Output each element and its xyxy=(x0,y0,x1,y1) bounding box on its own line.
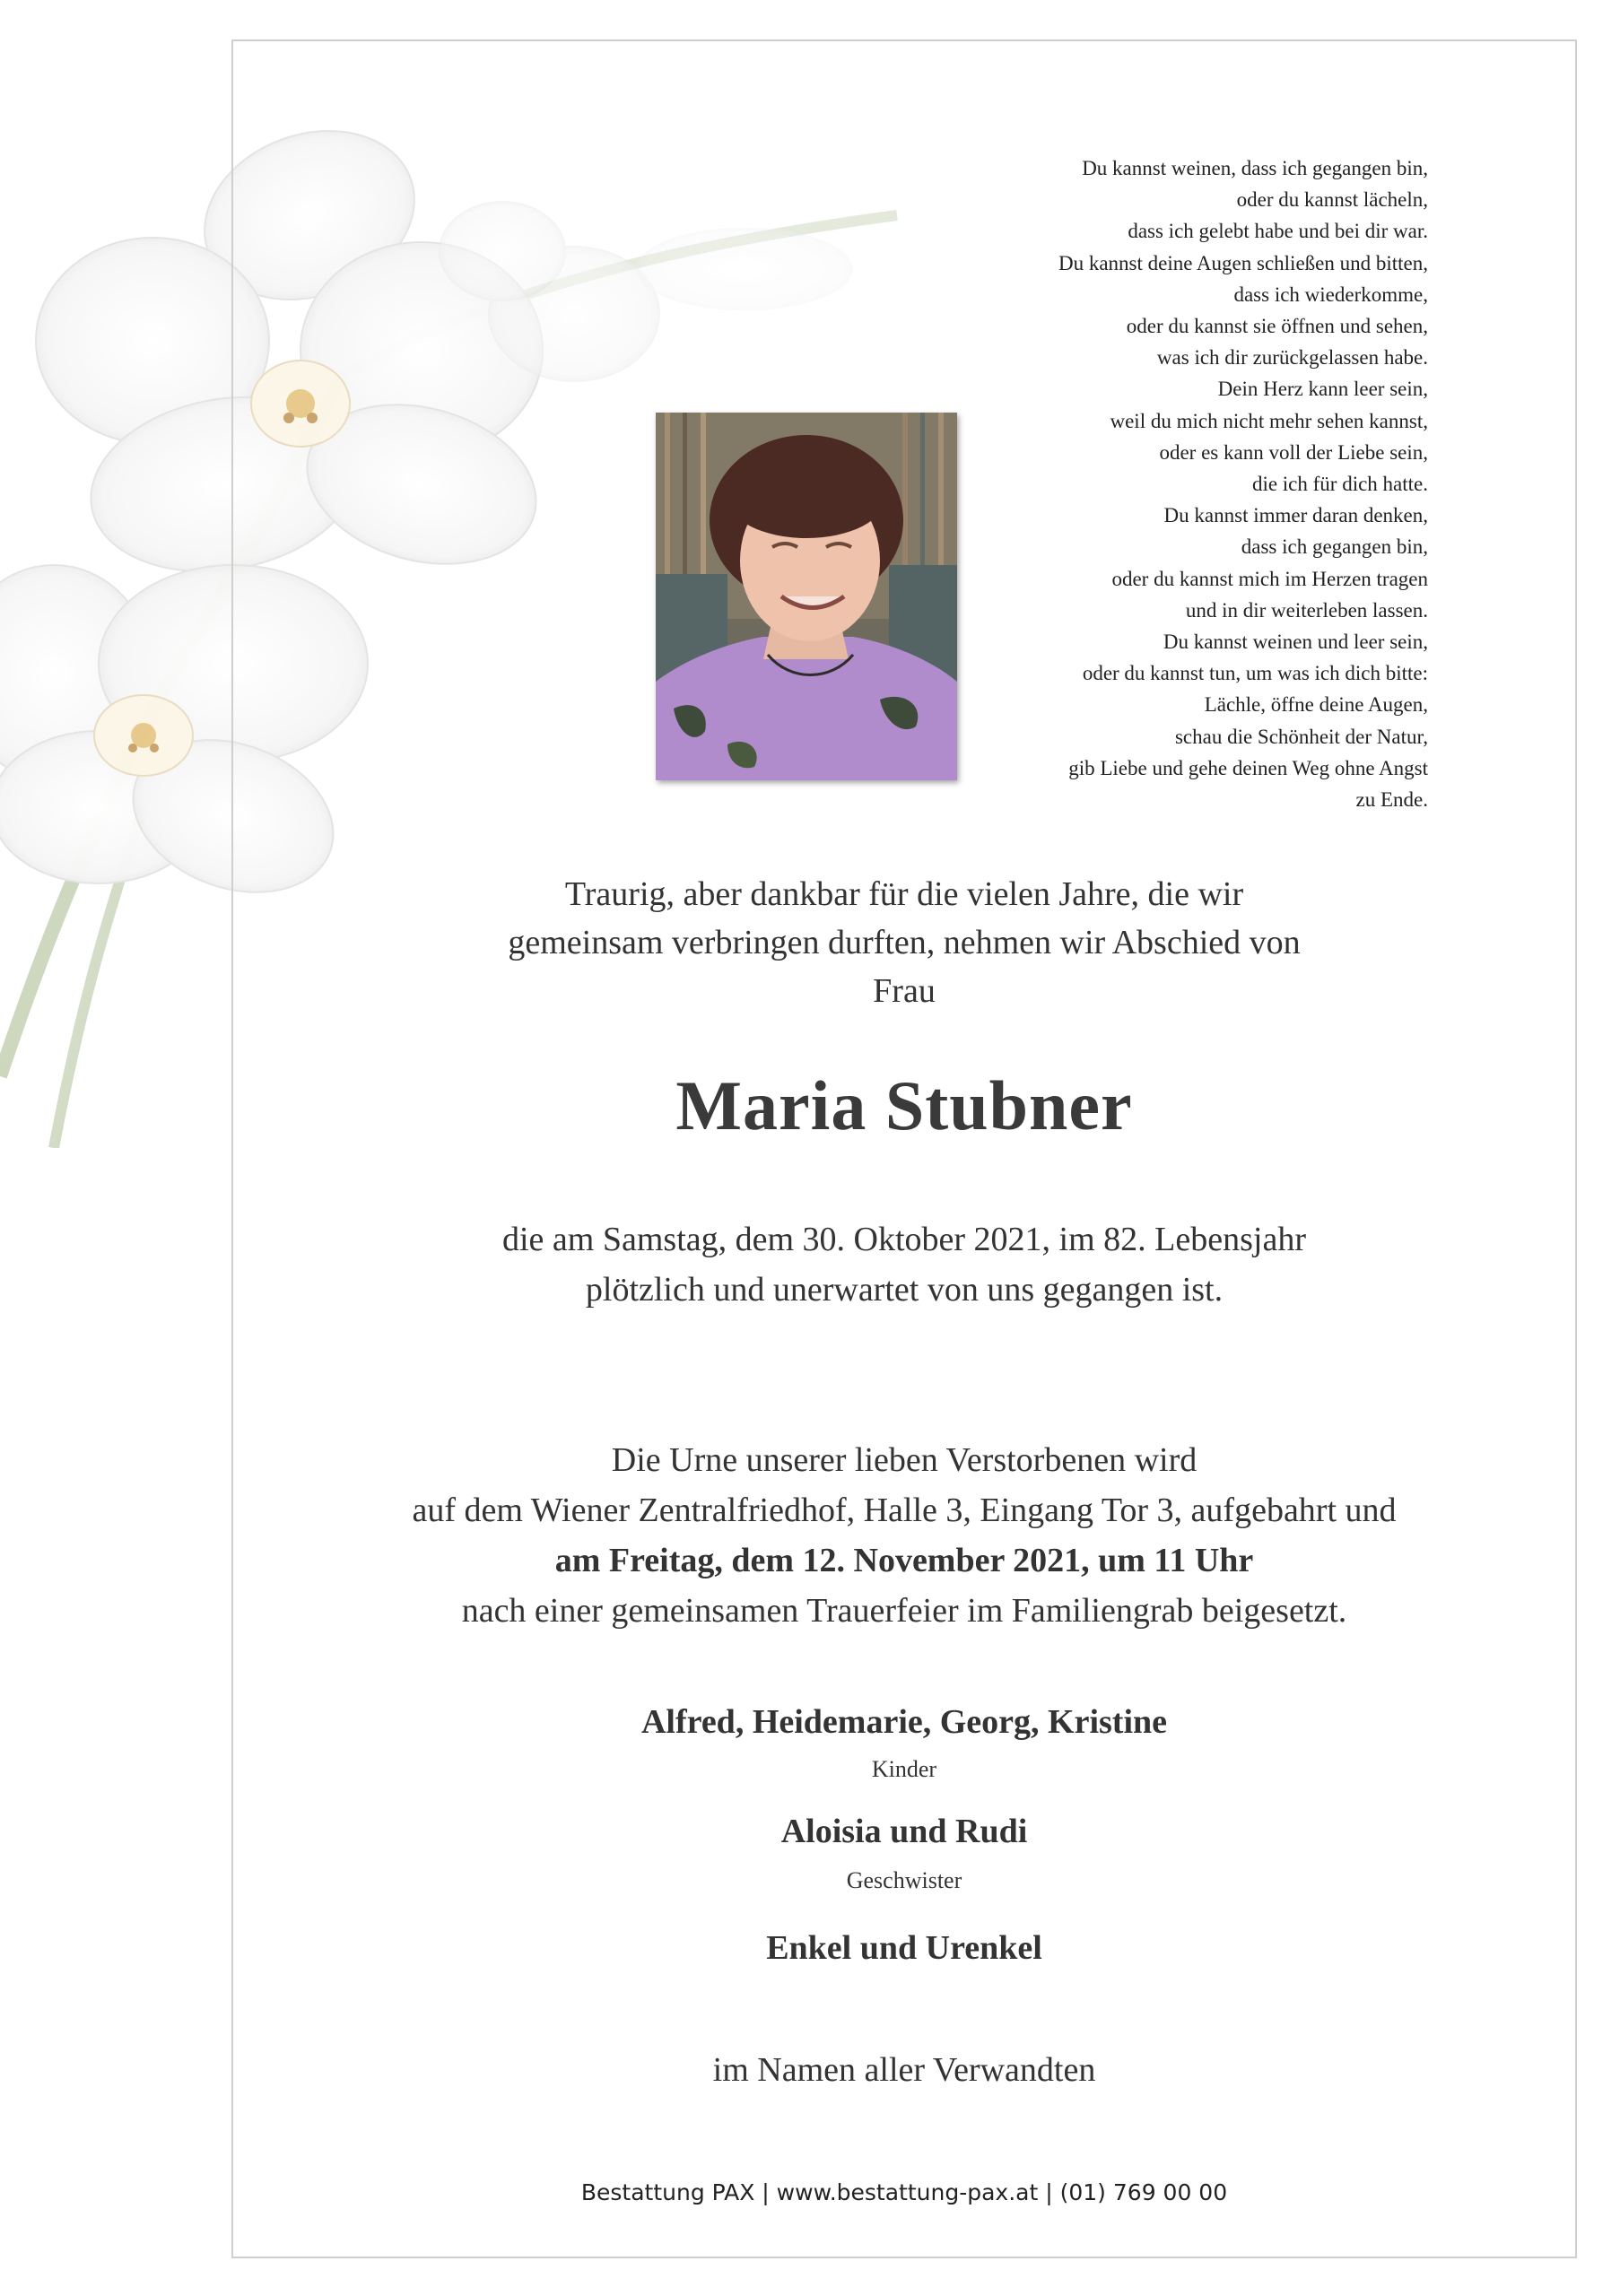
funeral-home-footer: Bestattung PAX | www.bestattung-pax.at | (01) 769 00 00 xyxy=(580,2179,1228,2205)
poem-line: was ich dir zurückgelassen habe. xyxy=(1156,346,1428,370)
poem-line: zu Ende. xyxy=(1355,788,1428,812)
poem-line: oder du kannst tun, um was ich dich bitte: xyxy=(1082,662,1428,685)
death-line: die am Samstag, dem 30. Oktober 2021, im 82. Lebensjahr xyxy=(502,1221,1306,1258)
intro-line: gemeinsam verbringen durften, nehmen wir Abschied von xyxy=(508,924,1301,961)
poem-line: oder es kann voll der Liebe sein, xyxy=(1159,440,1428,464)
poem-line: Lächle, öffne deine Augen, xyxy=(1204,693,1428,717)
mourner-role-children: Kinder xyxy=(871,1756,937,1782)
intro-text xyxy=(231,870,1577,1015)
poem-line: und in dir weiterleben lassen. xyxy=(1185,598,1428,622)
poem-line: die ich für dich hatte. xyxy=(1251,473,1428,496)
poem-line: oder du kannst mich im Herzen tragen xyxy=(1111,567,1428,590)
death-notice xyxy=(231,1214,1577,1315)
poem-line: Du kannst immer daran denken, xyxy=(1163,504,1428,527)
death-line: plötzlich und unerwartet von uns gegangen ist. xyxy=(585,1271,1224,1309)
poem-line: oder du kannst lächeln, xyxy=(1236,188,1428,212)
burial-date: am Freitag, dem 12. November 2021, um 11 Uhr xyxy=(554,1542,1254,1579)
poem-line: dass ich gelebt habe und bei dir war. xyxy=(1128,220,1428,243)
mourner-names-children: Alfred, Heidemarie, Georg, Kristine xyxy=(640,1703,1168,1741)
portrait-photo xyxy=(656,413,957,780)
poem-line: Du kannst weinen und leer sein, xyxy=(1163,631,1428,654)
intro-line: Frau xyxy=(873,972,936,1010)
poem-line: schau die Schönheit der Natur, xyxy=(1174,725,1428,748)
burial-notice xyxy=(231,1435,1577,1636)
mourner-names-siblings: Aloisia und Rudi xyxy=(780,1813,1028,1850)
closing-line: im Namen aller Verwandten xyxy=(712,2051,1096,2089)
poem-line: dass ich wiederkomme, xyxy=(1233,283,1428,306)
poem-line: Dein Herz kann leer sein, xyxy=(1217,378,1428,401)
deceased-name: Maria Stubner xyxy=(675,1066,1133,1144)
poem-line: Du kannst deine Augen schließen und bitten, xyxy=(1058,251,1428,274)
burial-line: Die Urne unserer lieben Verstorbenen wird xyxy=(611,1441,1198,1479)
poem-line: gib Liebe und gehe deinen Weg ohne Angst xyxy=(1068,756,1428,779)
poem-line: oder du kannst sie öffnen und sehen, xyxy=(1126,315,1428,338)
poem-line: weil du mich nicht mehr sehen kannst, xyxy=(1110,409,1428,432)
burial-line: nach einer gemeinsamen Trauerfeier im Familiengrab beigesetzt. xyxy=(461,1592,1347,1630)
poem-line: Du kannst weinen, dass ich gegangen bin, xyxy=(1082,157,1428,179)
mourner-role-siblings: Geschwister xyxy=(846,1867,962,1893)
mourner-names-grandchildren: Enkel und Urenkel xyxy=(766,1929,1042,1967)
poem-line: dass ich gegangen bin, xyxy=(1241,535,1428,559)
intro-line: Traurig, aber dankbar für die vielen Jahre, die wir xyxy=(564,875,1244,913)
burial-line: auf dem Wiener Zentralfriedhof, Halle 3, Eingang Tor 3, aufgebahrt und xyxy=(412,1492,1397,1529)
